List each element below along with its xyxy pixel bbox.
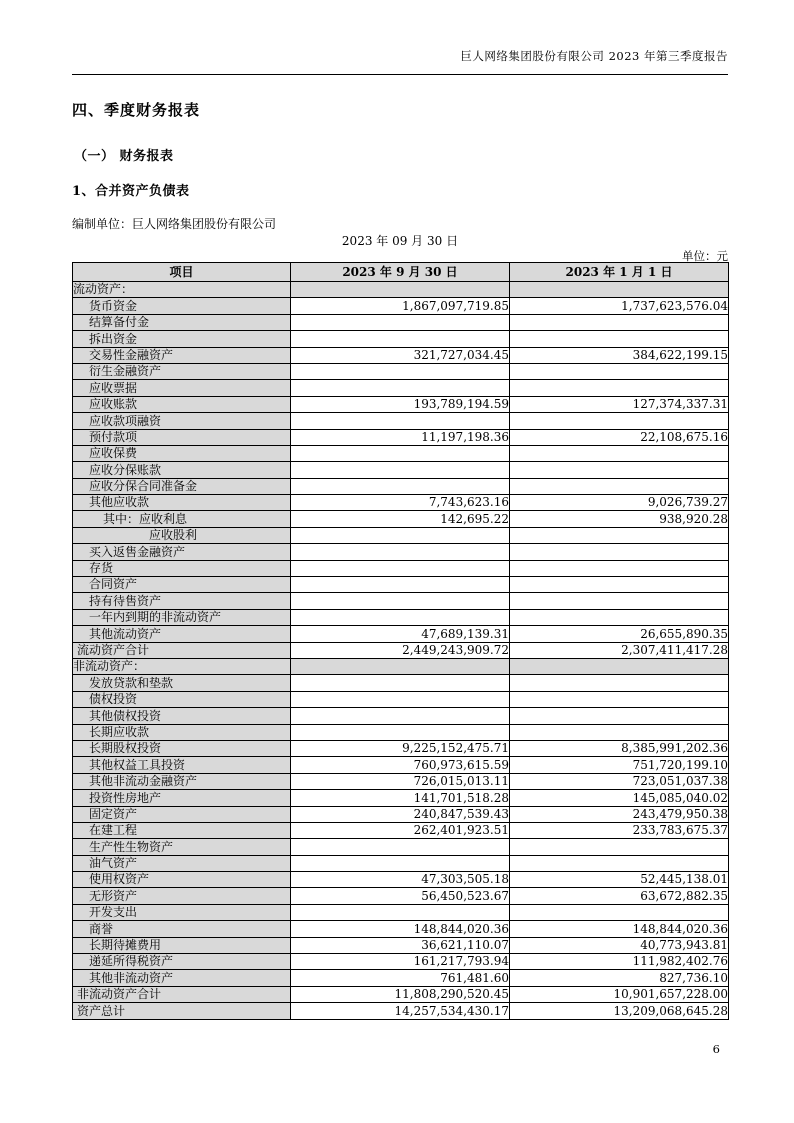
- balance-sheet-table: [72, 262, 729, 1020]
- table-row: [73, 511, 729, 527]
- row-label: 存货: [73, 560, 291, 576]
- row-label: 流动资产合计: [73, 642, 291, 658]
- row-label: 其他应收款: [73, 495, 291, 511]
- value-current-period: [291, 380, 510, 396]
- value-prior-period: [510, 658, 729, 674]
- value-current-period: 11,197,198.36: [291, 429, 510, 445]
- value-prior-period: [510, 839, 729, 855]
- value-prior-period: [510, 413, 729, 429]
- row-label: 应收分保账款: [73, 462, 291, 478]
- value-prior-period: 127,374,337.31: [510, 396, 729, 412]
- table-row: [73, 724, 729, 740]
- row-label: 其他流动资产: [73, 626, 291, 642]
- value-prior-period: 10,901,657,228.00: [510, 986, 729, 1002]
- currency-unit: 单位：元: [682, 249, 728, 263]
- value-current-period: 9,225,152,475.71: [291, 740, 510, 756]
- row-label: 其中：应收利息: [73, 511, 291, 527]
- value-current-period: 2,449,243,909.72: [291, 642, 510, 658]
- value-prior-period: 26,655,890.35: [510, 626, 729, 642]
- value-prior-period: [510, 577, 729, 593]
- value-current-period: 726,015,013.11: [291, 773, 510, 789]
- value-current-period: 262,401,923.51: [291, 822, 510, 838]
- row-label: 其他权益工具投资: [73, 757, 291, 773]
- statement-title: 1、合并资产负债表: [72, 184, 190, 199]
- value-current-period: 240,847,539.43: [291, 806, 510, 822]
- value-current-period: [291, 478, 510, 494]
- table-row: [73, 560, 729, 576]
- table-row: [73, 954, 729, 970]
- row-label: 一年内到期的非流动资产: [73, 609, 291, 625]
- value-prior-period: [510, 331, 729, 347]
- row-label: 递延所得税资产: [73, 954, 291, 970]
- value-current-period: [291, 544, 510, 560]
- row-label: 长期股权投资: [73, 740, 291, 756]
- table-row: [73, 478, 729, 494]
- value-current-period: 141,701,518.28: [291, 790, 510, 806]
- table-row: [73, 888, 729, 904]
- table-row: [73, 363, 729, 379]
- value-current-period: [291, 527, 510, 543]
- value-current-period: 56,450,523.67: [291, 888, 510, 904]
- table-row: [73, 691, 729, 707]
- value-current-period: 321,727,034.45: [291, 347, 510, 363]
- table-row: [73, 839, 729, 855]
- value-prior-period: 2,307,411,417.28: [510, 642, 729, 658]
- table-row: [73, 970, 729, 986]
- row-label: 无形资产: [73, 888, 291, 904]
- value-prior-period: [510, 904, 729, 920]
- row-label: 商誉: [73, 921, 291, 937]
- value-current-period: [291, 855, 510, 871]
- row-label: 合同资产: [73, 577, 291, 593]
- row-label: 其他非流动金融资产: [73, 773, 291, 789]
- value-current-period: [291, 363, 510, 379]
- value-prior-period: [510, 314, 729, 330]
- value-current-period: [291, 445, 510, 461]
- table-row: [73, 658, 729, 674]
- statement-date: 2023 年 09 月 30 日: [341, 234, 459, 248]
- table-row: [73, 790, 729, 806]
- value-current-period: 36,621,110.07: [291, 937, 510, 953]
- column-header-item: 项目: [73, 263, 291, 282]
- value-prior-period: 827,736.10: [510, 970, 729, 986]
- value-current-period: 142,695.22: [291, 511, 510, 527]
- row-label: 生产性生物资产: [73, 839, 291, 855]
- row-label: 货币资金: [73, 298, 291, 314]
- value-current-period: [291, 314, 510, 330]
- value-prior-period: 148,844,020.36: [510, 921, 729, 937]
- value-current-period: [291, 577, 510, 593]
- value-prior-period: 40,773,943.81: [510, 937, 729, 953]
- table-row: [73, 380, 729, 396]
- column-header-prior-period: 2023 年 1 月 1 日: [510, 263, 729, 282]
- table-row: [73, 986, 729, 1002]
- value-prior-period: [510, 560, 729, 576]
- table-row: [73, 773, 729, 789]
- table-row: [73, 527, 729, 543]
- table-row: [73, 921, 729, 937]
- table-row: [73, 413, 729, 429]
- header-divider: [72, 74, 728, 75]
- row-label: 其他债权投资: [73, 708, 291, 724]
- table-row: [73, 609, 729, 625]
- value-current-period: 193,789,194.59: [291, 396, 510, 412]
- row-label: 买入返售金融资产: [73, 544, 291, 560]
- value-current-period: [291, 691, 510, 707]
- value-prior-period: [510, 462, 729, 478]
- row-label: 在建工程: [73, 822, 291, 838]
- row-label: 应收股利: [73, 527, 291, 543]
- table-row: [73, 937, 729, 953]
- value-prior-period: 8,385,991,202.36: [510, 740, 729, 756]
- table-row: [73, 396, 729, 412]
- row-label: 长期待摊费用: [73, 937, 291, 953]
- row-label: 流动资产：: [73, 282, 291, 298]
- row-label: 投资性房地产: [73, 790, 291, 806]
- row-label: 应收票据: [73, 380, 291, 396]
- row-label: 应收保费: [73, 445, 291, 461]
- value-current-period: [291, 675, 510, 691]
- table-row: [73, 708, 729, 724]
- row-label: 衍生金融资产: [73, 363, 291, 379]
- value-prior-period: [510, 708, 729, 724]
- value-prior-period: 63,672,882.35: [510, 888, 729, 904]
- value-prior-period: 9,026,739.27: [510, 495, 729, 511]
- section-title: 四、季度财务报表: [72, 101, 201, 119]
- value-current-period: 47,689,139.31: [291, 626, 510, 642]
- table-row: [73, 904, 729, 920]
- table-row: [73, 577, 729, 593]
- page-number: 6: [712, 1042, 720, 1056]
- value-prior-period: 233,783,675.37: [510, 822, 729, 838]
- value-prior-period: [510, 363, 729, 379]
- row-label: 长期应收款: [73, 724, 291, 740]
- value-prior-period: [510, 478, 729, 494]
- row-label: 非流动资产合计: [73, 986, 291, 1002]
- row-label: 交易性金融资产: [73, 347, 291, 363]
- row-label: 发放贷款和垫款: [73, 675, 291, 691]
- table-row: [73, 298, 729, 314]
- value-prior-period: [510, 282, 729, 298]
- value-prior-period: 1,737,623,576.04: [510, 298, 729, 314]
- row-label: 持有待售资产: [73, 593, 291, 609]
- value-current-period: [291, 609, 510, 625]
- value-prior-period: 243,479,950.38: [510, 806, 729, 822]
- table-row: [73, 593, 729, 609]
- value-current-period: [291, 413, 510, 429]
- value-current-period: [291, 904, 510, 920]
- row-label: 预付款项: [73, 429, 291, 445]
- table-row: [73, 626, 729, 642]
- table-row: [73, 675, 729, 691]
- table-row: [73, 347, 729, 363]
- table-row: [73, 331, 729, 347]
- row-label: 非流动资产：: [73, 658, 291, 674]
- value-prior-period: 22,108,675.16: [510, 429, 729, 445]
- prepared-by: 编制单位：巨人网络集团股份有限公司: [72, 217, 277, 231]
- value-current-period: [291, 462, 510, 478]
- value-current-period: [291, 282, 510, 298]
- subsection-title: （一） 财务报表: [74, 149, 174, 164]
- row-label: 应收款项融资: [73, 413, 291, 429]
- value-current-period: [291, 593, 510, 609]
- value-current-period: 14,257,534,430.17: [291, 1003, 510, 1019]
- value-prior-period: 52,445,138.01: [510, 872, 729, 888]
- value-prior-period: [510, 691, 729, 707]
- value-prior-period: [510, 544, 729, 560]
- value-prior-period: [510, 609, 729, 625]
- table-row: [73, 872, 729, 888]
- value-prior-period: [510, 724, 729, 740]
- row-label: 资产总计: [73, 1003, 291, 1019]
- table-row: [73, 445, 729, 461]
- row-label: 油气资产: [73, 855, 291, 871]
- row-label: 应收账款: [73, 396, 291, 412]
- row-label: 债权投资: [73, 691, 291, 707]
- table-row: [73, 806, 729, 822]
- table-row: [73, 462, 729, 478]
- row-label: 结算备付金: [73, 314, 291, 330]
- row-label: 应收分保合同准备金: [73, 478, 291, 494]
- table-row: [73, 495, 729, 511]
- value-prior-period: [510, 527, 729, 543]
- value-current-period: 148,844,020.36: [291, 921, 510, 937]
- table-row: [73, 757, 729, 773]
- column-header-current-period: 2023 年 9 月 30 日: [291, 263, 510, 282]
- value-current-period: 1,867,097,719.85: [291, 298, 510, 314]
- value-current-period: [291, 331, 510, 347]
- table-row: [73, 642, 729, 658]
- value-current-period: [291, 724, 510, 740]
- value-current-period: 7,743,623.16: [291, 495, 510, 511]
- value-prior-period: 384,622,199.15: [510, 347, 729, 363]
- row-label: 使用权资产: [73, 872, 291, 888]
- row-label: 开发支出: [73, 904, 291, 920]
- value-current-period: [291, 658, 510, 674]
- table-row: [73, 544, 729, 560]
- row-label: 其他非流动资产: [73, 970, 291, 986]
- table-row: [73, 855, 729, 871]
- table-row: [73, 282, 729, 298]
- table-row: [73, 314, 729, 330]
- table-row: [73, 429, 729, 445]
- value-current-period: [291, 708, 510, 724]
- value-prior-period: 751,720,199.10: [510, 757, 729, 773]
- table-header-row: [73, 263, 729, 282]
- row-label: 拆出资金: [73, 331, 291, 347]
- value-prior-period: [510, 593, 729, 609]
- value-current-period: [291, 560, 510, 576]
- value-current-period: [291, 839, 510, 855]
- table-row: [73, 740, 729, 756]
- value-current-period: 161,217,793.94: [291, 954, 510, 970]
- row-label: 固定资产: [73, 806, 291, 822]
- document-header: 巨人网络集团股份有限公司 2023 年第三季度报告: [460, 49, 728, 63]
- value-prior-period: 723,051,037.38: [510, 773, 729, 789]
- value-current-period: 47,303,505.18: [291, 872, 510, 888]
- table-row: [73, 1003, 729, 1019]
- value-prior-period: 13,209,068,645.28: [510, 1003, 729, 1019]
- value-current-period: 760,973,615.59: [291, 757, 510, 773]
- value-prior-period: [510, 855, 729, 871]
- value-current-period: 11,808,290,520.45: [291, 986, 510, 1002]
- value-prior-period: 111,982,402.76: [510, 954, 729, 970]
- balance-sheet-body: [73, 282, 729, 1020]
- value-prior-period: [510, 675, 729, 691]
- value-prior-period: 938,920.28: [510, 511, 729, 527]
- value-current-period: 761,481.60: [291, 970, 510, 986]
- value-prior-period: 145,085,040.02: [510, 790, 729, 806]
- table-row: [73, 822, 729, 838]
- value-prior-period: [510, 445, 729, 461]
- value-prior-period: [510, 380, 729, 396]
